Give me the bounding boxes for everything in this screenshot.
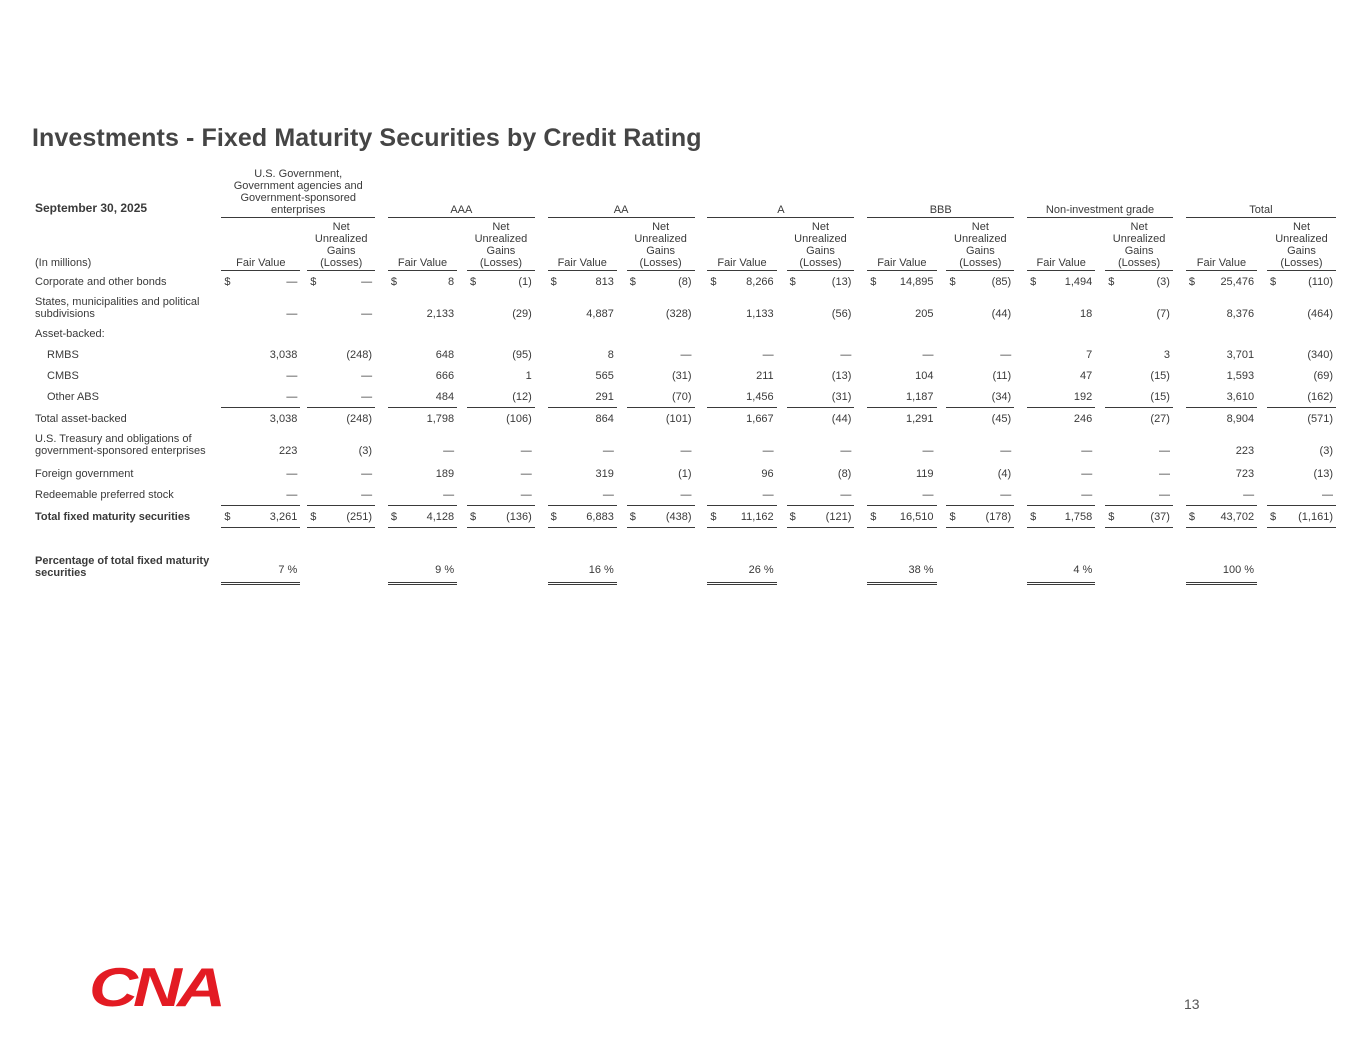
cell-value: — [221,386,300,408]
cell-value: — [922,445,934,457]
cell-value: — [922,348,934,361]
cell-value: (31) [671,369,692,382]
cell-value: (3) [1156,275,1170,288]
table-row [32,323,1336,344]
currency-symbol: $ [789,275,796,288]
cell-value: — [307,386,375,408]
cell-value: — [680,348,692,361]
cell-value: (4) [997,467,1012,480]
net-unrealized-header: Net Unrealized Gains (Losses) [1105,218,1173,271]
table-row [32,408,1336,429]
net-unrealized-header: Net Unrealized Gains (Losses) [467,218,535,271]
cell-value: 3 [1163,348,1170,361]
cell-value: 813 [595,275,614,288]
cell-value: 1,667 [746,412,774,425]
cell-value: (248) [346,348,373,361]
cell-value: 18 [1080,308,1093,320]
cell-value: — [388,484,457,506]
cell-value: 211 [756,369,774,382]
cell-value: 3,038 [269,348,298,361]
fair-value-header: Fair Value [221,218,300,271]
cell-value: — [867,484,936,506]
cell-value: (44) [991,308,1012,320]
group-header-a: A [707,168,854,218]
fair-value-header: Fair Value [867,218,936,271]
cell-value: (178) [985,510,1012,523]
cell-value: — [946,484,1014,506]
cell-value: (37) [1150,510,1170,523]
currency-symbol: $ [390,275,398,288]
cell-value: (3) [358,445,373,457]
currency-symbol: $ [629,275,636,288]
row-label: CMBS [47,369,79,382]
currency-symbol: $ [550,510,557,523]
cell-value: — [361,275,373,288]
fair-value-header: Fair Value [548,218,617,271]
cell-value: 723 [1235,467,1255,480]
cell-value: 25,476 [1220,275,1255,288]
page-number: 13 [1184,996,1200,1012]
net-unrealized-header: Net Unrealized Gains (Losses) [787,218,855,271]
fair-value-header: Fair Value [707,218,776,271]
cell-value: (34) [946,386,1014,408]
cell-value: 666 [435,369,455,382]
table-row [32,386,1336,408]
cell-value: (438) [665,510,692,523]
cell-value: 1,758 [1064,510,1093,523]
cell-value: (101) [665,412,692,425]
group-header-aaa: AAA [388,168,535,218]
percentage-value: 26 % [707,528,776,585]
row-label: States, municipalities and political subdivisions [35,296,200,320]
cell-value: 119 [915,467,934,480]
row-label: Foreign government [35,467,134,480]
cell-value: 4,128 [426,510,455,523]
cell-value: (340) [1307,348,1333,361]
cell-value: 2,133 [426,308,455,320]
table-row [32,528,1336,585]
table-row [32,429,1336,463]
currency-symbol: $ [1188,275,1195,288]
cell-value: (69) [1313,369,1333,382]
currency-symbol: $ [1270,510,1277,523]
net-unrealized-header: Net Unrealized Gains (Losses) [1267,218,1336,271]
cell-value: 7 [1086,348,1093,361]
cell-value: 3,701 [1226,348,1255,361]
cell-value: (13) [831,369,852,382]
percentage-value: 4 % [1027,528,1095,585]
cell-value: — [286,308,298,320]
currency-symbol: $ [1030,510,1037,523]
net-unrealized-header: Net Unrealized Gains (Losses) [627,218,695,271]
row-label: Total fixed maturity securities [35,511,191,523]
currency-symbol: $ [390,510,398,523]
cell-value: — [520,445,532,457]
cell-value: — [361,369,373,382]
row-label: Corporate and other bonds [35,275,167,288]
cell-value: (12) [467,386,535,408]
cell-value: (1,161) [1298,510,1333,523]
cell-value: 96 [761,467,774,480]
cell-value: 484 [388,386,457,408]
cell-value: 1,798 [426,412,455,425]
cell-value: — [762,348,774,361]
table-row [32,463,1336,484]
cell-value: — [286,369,298,382]
cell-value: — [1186,484,1257,506]
row-label: U.S. Treasury and obligations of government-sponsored enterprises [35,433,206,457]
cell-value: 8 [607,348,614,361]
page-title: Investments - Fixed Maturity Securities by Credit Rating [32,124,702,152]
group-header-total: Total [1186,168,1336,218]
cell-value: 1,456 [707,386,776,408]
cell-value: — [443,445,455,457]
cell-value: (162) [1267,386,1336,408]
currency-symbol: $ [710,510,717,523]
cell-value: (464) [1307,308,1333,320]
fair-value-header: Fair Value [1027,218,1095,271]
cell-value: — [1081,445,1093,457]
cell-value: 47 [1080,369,1093,382]
currency-symbol: $ [629,510,636,523]
cell-value: — [840,348,852,361]
cell-value: 205 [915,308,934,320]
percentage-value: 7 % [221,528,300,585]
cell-value: 1,291 [906,412,934,425]
cell-value: 1 [525,369,532,382]
cell-value: — [548,484,617,506]
currency-symbol: $ [789,510,796,523]
cell-value: (15) [1105,386,1173,408]
cell-value: — [286,275,298,288]
group-header-row [32,168,1336,218]
cell-value: — [707,484,776,506]
currency-symbol: $ [870,510,877,523]
cell-value: 3,038 [269,412,298,425]
cell-value: — [1027,484,1095,506]
cell-value: — [1000,445,1012,457]
cell-value: (27) [1150,412,1170,425]
currency-symbol: $ [310,275,317,288]
cell-value: (31) [787,386,855,408]
row-label: Other ABS [47,391,99,403]
net-unrealized-header: Net Unrealized Gains (Losses) [946,218,1014,271]
cell-value: 1,593 [1226,369,1255,382]
cell-value: — [602,445,614,457]
cell-value: (8) [678,275,692,288]
cell-value: — [680,445,692,457]
percentage-value: 9 % [388,528,457,585]
column-header-row [32,218,1336,271]
logo-text: CNA [89,963,222,1009]
currency-symbol: $ [1188,510,1195,523]
cell-value: 43,702 [1220,510,1255,523]
cell-value: (571) [1307,412,1333,425]
cell-value: — [787,484,855,506]
cell-value: (85) [991,275,1012,288]
table-row [32,271,1336,292]
currency-symbol: $ [470,510,477,523]
cell-value: — [467,484,535,506]
row-label: Total asset-backed [35,412,127,425]
cell-value: — [221,484,300,506]
date-label: September 30, 2025 [35,201,148,215]
cell-value: (70) [627,386,695,408]
cell-value: (13) [1313,467,1333,480]
cell-value: (45) [991,412,1012,425]
group-header-non-investment-grade: Non-investment grade [1027,168,1173,218]
group-header-us-government: U.S. Government, Government agencies and Government-sponsored enterprises [221,168,375,218]
percentage-value: 100 % [1186,528,1257,585]
table-row [32,506,1336,528]
cell-value: 246 [1073,412,1093,425]
row-label: Percentage of total fixed maturity securities [35,555,210,579]
cell-value: — [762,445,774,457]
group-header-aa: AA [548,168,695,218]
currency-symbol: $ [949,275,956,288]
cell-value: (328) [665,308,692,320]
cell-value: — [361,308,373,320]
cell-value: — [1267,484,1336,506]
row-label: Redeemable preferred stock [35,489,174,501]
cell-value: 565 [595,369,614,382]
currency-symbol: $ [870,275,877,288]
cell-value: (3) [1319,445,1333,457]
currency-symbol: $ [1108,275,1115,288]
currency-symbol: $ [470,275,477,288]
cell-value: 8,376 [1226,308,1255,320]
cell-value: 8,266 [746,275,774,288]
cell-value: — [307,484,375,506]
cell-value: (136) [506,510,532,523]
cell-value: 3,261 [269,510,298,523]
cell-value: 1,133 [746,308,774,320]
cna-logo [87,963,223,1009]
cell-value: 8 [447,275,455,288]
cell-value: 4,887 [586,308,614,320]
cell-value: (121) [825,510,852,523]
percentage-value: 16 % [548,528,617,585]
currency-symbol: $ [1030,275,1037,288]
currency-symbol: $ [550,275,557,288]
cell-value: — [1000,348,1012,361]
cell-value: 3,610 [1186,386,1257,408]
cell-value: — [1158,445,1170,457]
cell-value: 16,510 [899,510,934,523]
cell-value: (106) [506,412,532,425]
currency-symbol: $ [224,275,231,288]
percentage-value: 38 % [867,528,936,585]
currency-symbol: $ [224,510,231,523]
cell-value: (1) [518,275,532,288]
table-row [32,484,1336,506]
table-row [32,365,1336,386]
row-label: Asset-backed: [35,327,105,340]
cell-value: 11,162 [740,510,774,523]
cell-value: 223 [1235,445,1255,457]
fair-value-header: Fair Value [1186,218,1257,271]
net-unrealized-header: Net Unrealized Gains (Losses) [307,218,375,271]
currency-symbol: $ [949,510,956,523]
cell-value: (11) [992,369,1012,382]
cell-value: (13) [831,275,852,288]
currency-symbol: $ [710,275,717,288]
cell-value: — [1158,467,1170,480]
cell-value: — [520,467,532,480]
cell-value: (95) [512,348,532,361]
row-label: RMBS [47,348,79,361]
cell-value: (251) [346,510,373,523]
table-row [32,344,1336,365]
cell-value: 104 [915,369,934,382]
currency-symbol: $ [310,510,317,523]
cell-value: (248) [346,412,373,425]
cell-value: 291 [548,386,617,408]
cell-value: (56) [831,308,852,320]
cell-value: (7) [1156,308,1170,320]
cell-value: (8) [837,467,852,480]
credit-rating-table [32,168,1336,585]
cell-value: — [627,484,695,506]
cell-value: 1,494 [1064,275,1093,288]
units-label: (In millions) [35,257,92,269]
cell-value: (1) [678,467,692,480]
cell-value: 648 [435,348,455,361]
cell-value: — [1105,484,1173,506]
cell-value: 6,883 [586,510,614,523]
table-row [32,292,1336,323]
cell-value: 8,904 [1226,412,1255,425]
cell-value: (44) [831,412,852,425]
cell-value: — [1081,467,1093,480]
cell-value: 14,895 [899,275,934,288]
cell-value: (15) [1150,369,1170,382]
currency-symbol: $ [1108,510,1115,523]
cell-value: 864 [595,412,614,425]
cell-value: (110) [1308,275,1333,288]
cell-value: (29) [512,308,532,320]
cell-value: — [361,467,373,480]
fair-value-header: Fair Value [388,218,457,271]
group-header-bbb: BBB [867,168,1014,218]
cell-value: 223 [278,445,298,457]
cell-value: 192 [1027,386,1095,408]
currency-symbol: $ [1270,275,1277,288]
cell-value: 319 [595,467,614,480]
cell-value: — [840,445,852,457]
cell-value: — [286,467,298,480]
cell-value: 1,187 [867,386,936,408]
cell-value: 189 [435,467,455,480]
